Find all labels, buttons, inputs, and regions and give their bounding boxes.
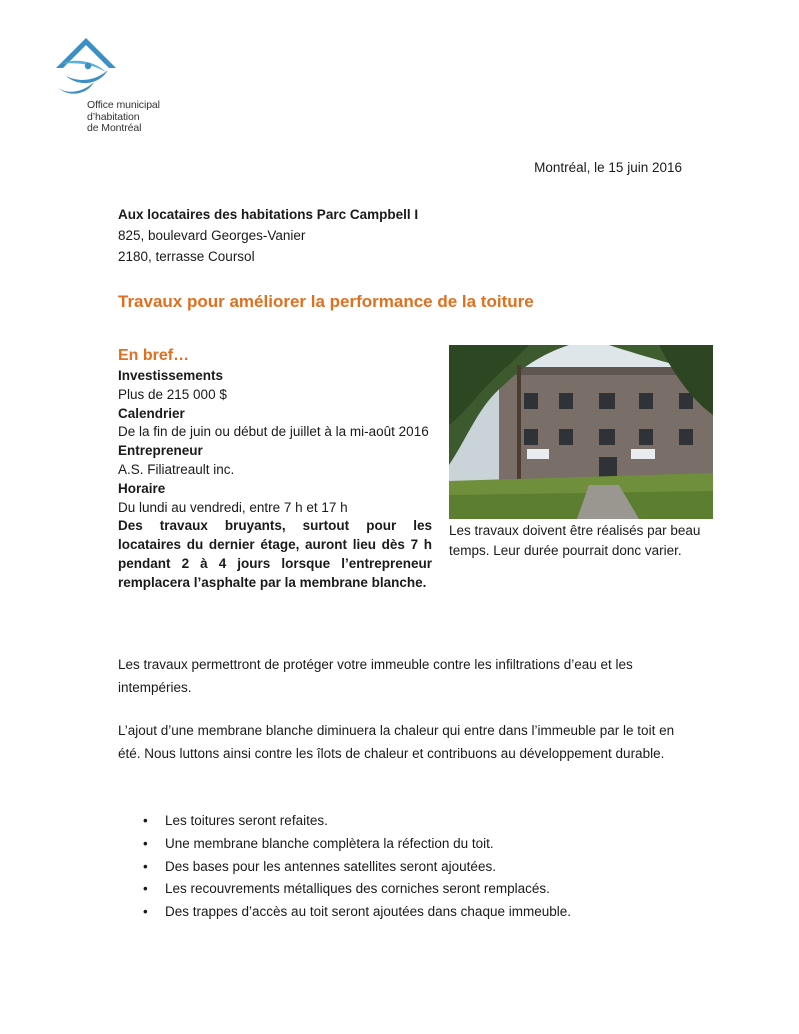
org-name-line-1: Office municipal [87, 99, 160, 111]
list-item-text: Les toitures seront refaites. [165, 813, 328, 828]
paragraph-2: L’ajout d’une membrane blanche diminuera la chaleur qui entre dans l’immeuble par le toit en été. Nous luttons ainsi contre les îlots de chaleur et contribuons au développement durable. [118, 723, 675, 761]
calendrier-label: Calendrier [118, 405, 185, 421]
work-list [118, 810, 698, 924]
summary-heading: En bref… [118, 347, 190, 364]
bullet-icon: • [143, 858, 148, 874]
investissements-label: Investissements [118, 368, 224, 383]
bullet-icon: • [143, 813, 148, 828]
horaire-label: Horaire [118, 480, 166, 496]
omhm-logo [50, 34, 180, 144]
org-name [87, 100, 160, 135]
entrepreneur-value: A.S. Filiatreault inc. [118, 461, 235, 477]
list-item [118, 856, 698, 879]
org-name-line-2: d’habitation [87, 110, 140, 123]
bullet-icon: • [143, 904, 148, 920]
horaire-value: Du lundi au vendredi, entre 7 h et 17 h [118, 499, 348, 515]
list-item-text: Des bases pour les antennes satellites seront ajoutées. [165, 858, 496, 874]
recipient-line-1: Aux locataires des habitations Parc Campbell I [118, 207, 419, 222]
list-item-text: Une membrane blanche complètera la réfection du toit. [165, 835, 494, 851]
recipient-block [118, 204, 418, 267]
list-item [118, 901, 698, 924]
calendrier-value: De la fin de juin ou début de juillet à la mi-août 2016 [118, 424, 429, 440]
list-item [118, 833, 698, 856]
bullet-icon: • [143, 881, 148, 897]
list-item [118, 810, 698, 833]
letter-date: Montréal, le 15 juin 2016 [534, 160, 682, 175]
paragraph-1: Les travaux permettront de protéger votre immeuble contre les infiltrations d’eau et les intempéries. [118, 657, 633, 695]
org-name-line-3: de Montréal [87, 122, 142, 134]
entrepreneur-label: Entrepreneur [118, 443, 203, 459]
list-item-text: Des trappes d’accès au toit seront ajoutées dans chaque immeuble. [165, 904, 571, 920]
bullet-icon: • [143, 835, 148, 851]
recipient-line-2: 825, boulevard Georges-Vanier [118, 228, 306, 243]
noise-warning: Des travaux bruyants, surtout pour les locataires du dernier étage, auront lieu dès 7 h pendant 2 à 4 jours lorsque l’entrepreneur remplacera l’asphalte par la membrane blanche. [118, 518, 432, 590]
photo-caption: Les travaux doivent être réalisés par beau temps. Leur durée pourrait donc varier. [449, 523, 701, 558]
list-item-text: Les recouvrements métalliques des corniches seront remplacés. [165, 881, 550, 897]
summary-block [118, 345, 432, 593]
building-photo [449, 345, 713, 519]
list-item [118, 878, 698, 901]
omhm-logo-icon [54, 36, 118, 104]
recipient-line-3: 2180, terrasse Coursol [118, 249, 255, 264]
investissements-value: Plus de 215 000 $ [118, 386, 227, 402]
letter-title: Travaux pour améliorer la performance de la toiture [118, 292, 534, 311]
